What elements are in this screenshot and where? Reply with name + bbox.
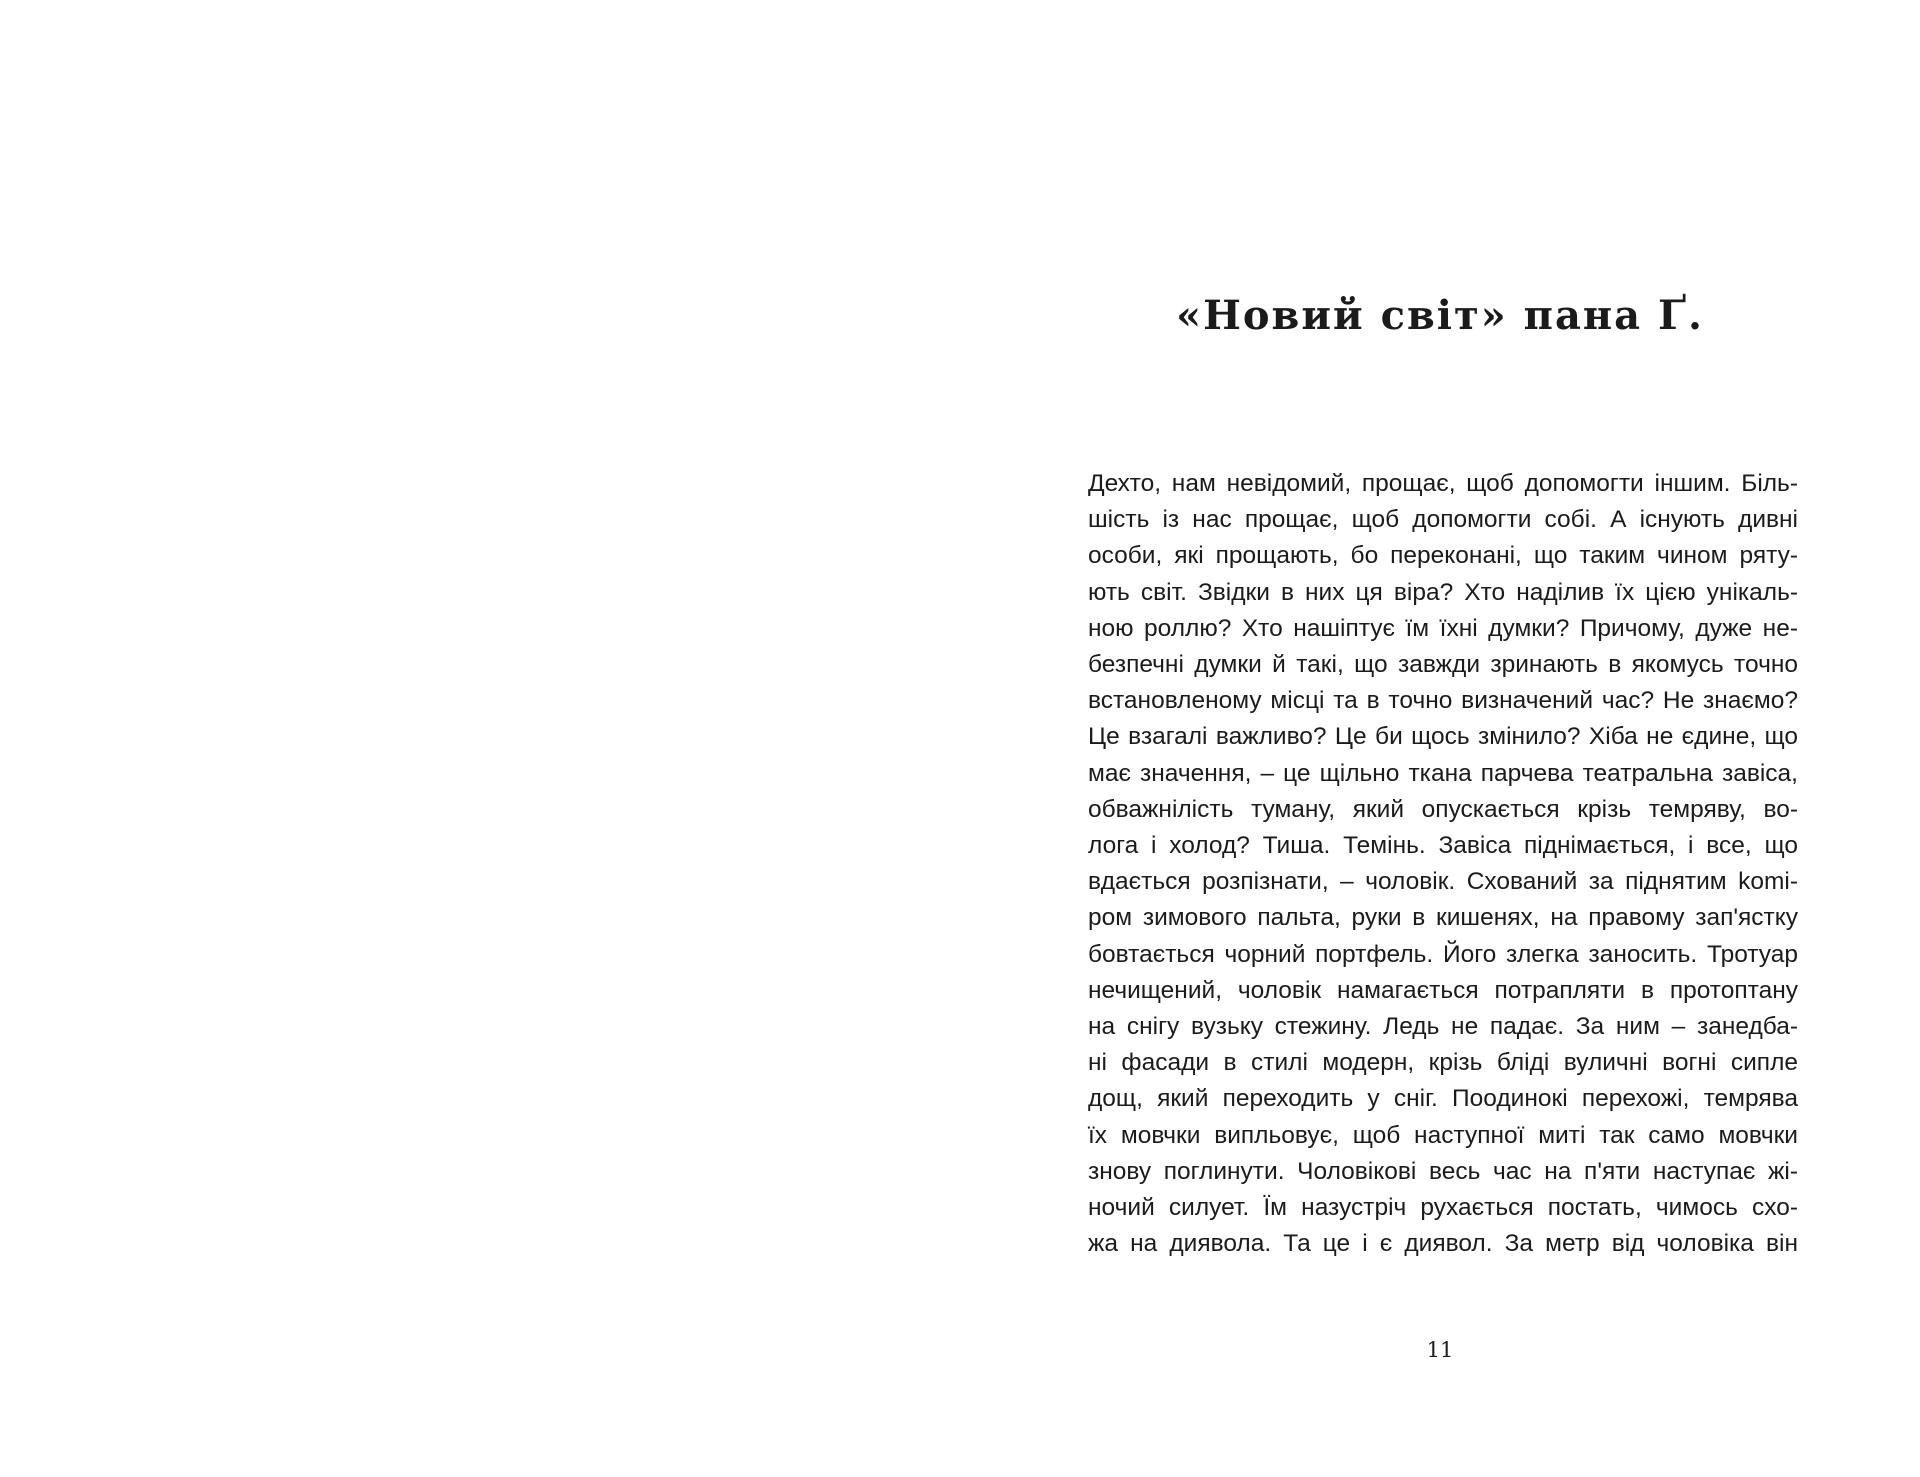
text-line: знову поглинути. Чоловікові весь час на п'яти наступає жі- (1088, 1157, 1798, 1185)
text-line: лога і холод? Тиша. Темінь. Завіса піднімається, і все, що (1088, 832, 1798, 860)
text-line: на снігу вузьку стежину. Ледь не падає. За ним – занедба- (1088, 1013, 1798, 1041)
text-line: дощ, який переходить у сніг. Поодинокі перехожі, темрява (1088, 1085, 1798, 1113)
text-line: їх мовчки випльовує, щоб наступної миті так само мовчки (1088, 1121, 1798, 1149)
text-line: обважнілість туману, який опускається крізь темряву, во- (1088, 795, 1798, 823)
text-line: жа на диявола. Та це і є диявол. За метр від чоловіка він (1088, 1230, 1798, 1258)
text-line: особи, які прощають, бо переконані, що таким чином ряту- (1088, 542, 1798, 570)
chapter-title: «Новий світ» пана Ґ. (1176, 292, 1704, 339)
text-line: ночий силует. Їм назустріч рухається постать, чимось схо- (1088, 1194, 1798, 1222)
text-line: бовтається чорний портфель. Його злегка заносить. Тротуар (1088, 940, 1798, 968)
text-line: Це взагалі важливо? Це би щось змінило? Хіба не єдине, що (1088, 723, 1798, 751)
text-line: вдається розпізнати, – чоловік. Схований за піднятим komі- (1088, 868, 1798, 896)
text-line: встановленому місці та в точно визначений час? Не знаємо? (1088, 687, 1798, 715)
text-line: ною роллю? Хто нашіптує їм їхні думки? Причому, дуже не- (1088, 614, 1798, 642)
text-line: безпечні думки й такі, що завжди зринають в якомусь точно (1088, 651, 1798, 679)
text-line: ні фасади в стилі модерн, крізь бліді вуличні вогні сипле (1088, 1049, 1798, 1077)
text-line: нечищений, чоловік намагається потрапляти в протоптану (1088, 976, 1798, 1004)
text-line: має значення, – це щільно ткана парчева театральна завіса, (1088, 759, 1798, 787)
text-line: ром зимового пальта, руки в кишенях, на правому зап'ястку (1088, 904, 1798, 932)
text-line: Дехто, нам невідомий, прощає, щоб допомогти іншим. Біль- (1088, 470, 1798, 497)
text-line: ють світ. Звідки в них ця віра? Хто наділив їх цією унікаль- (1088, 578, 1798, 606)
body-paragraph (1088, 466, 1798, 1262)
page-number: 11 (1426, 1338, 1454, 1362)
text-line: шість із нас прощає, щоб допомогти собі. А існують дивні (1088, 506, 1798, 534)
right-page (960, 0, 1920, 1477)
